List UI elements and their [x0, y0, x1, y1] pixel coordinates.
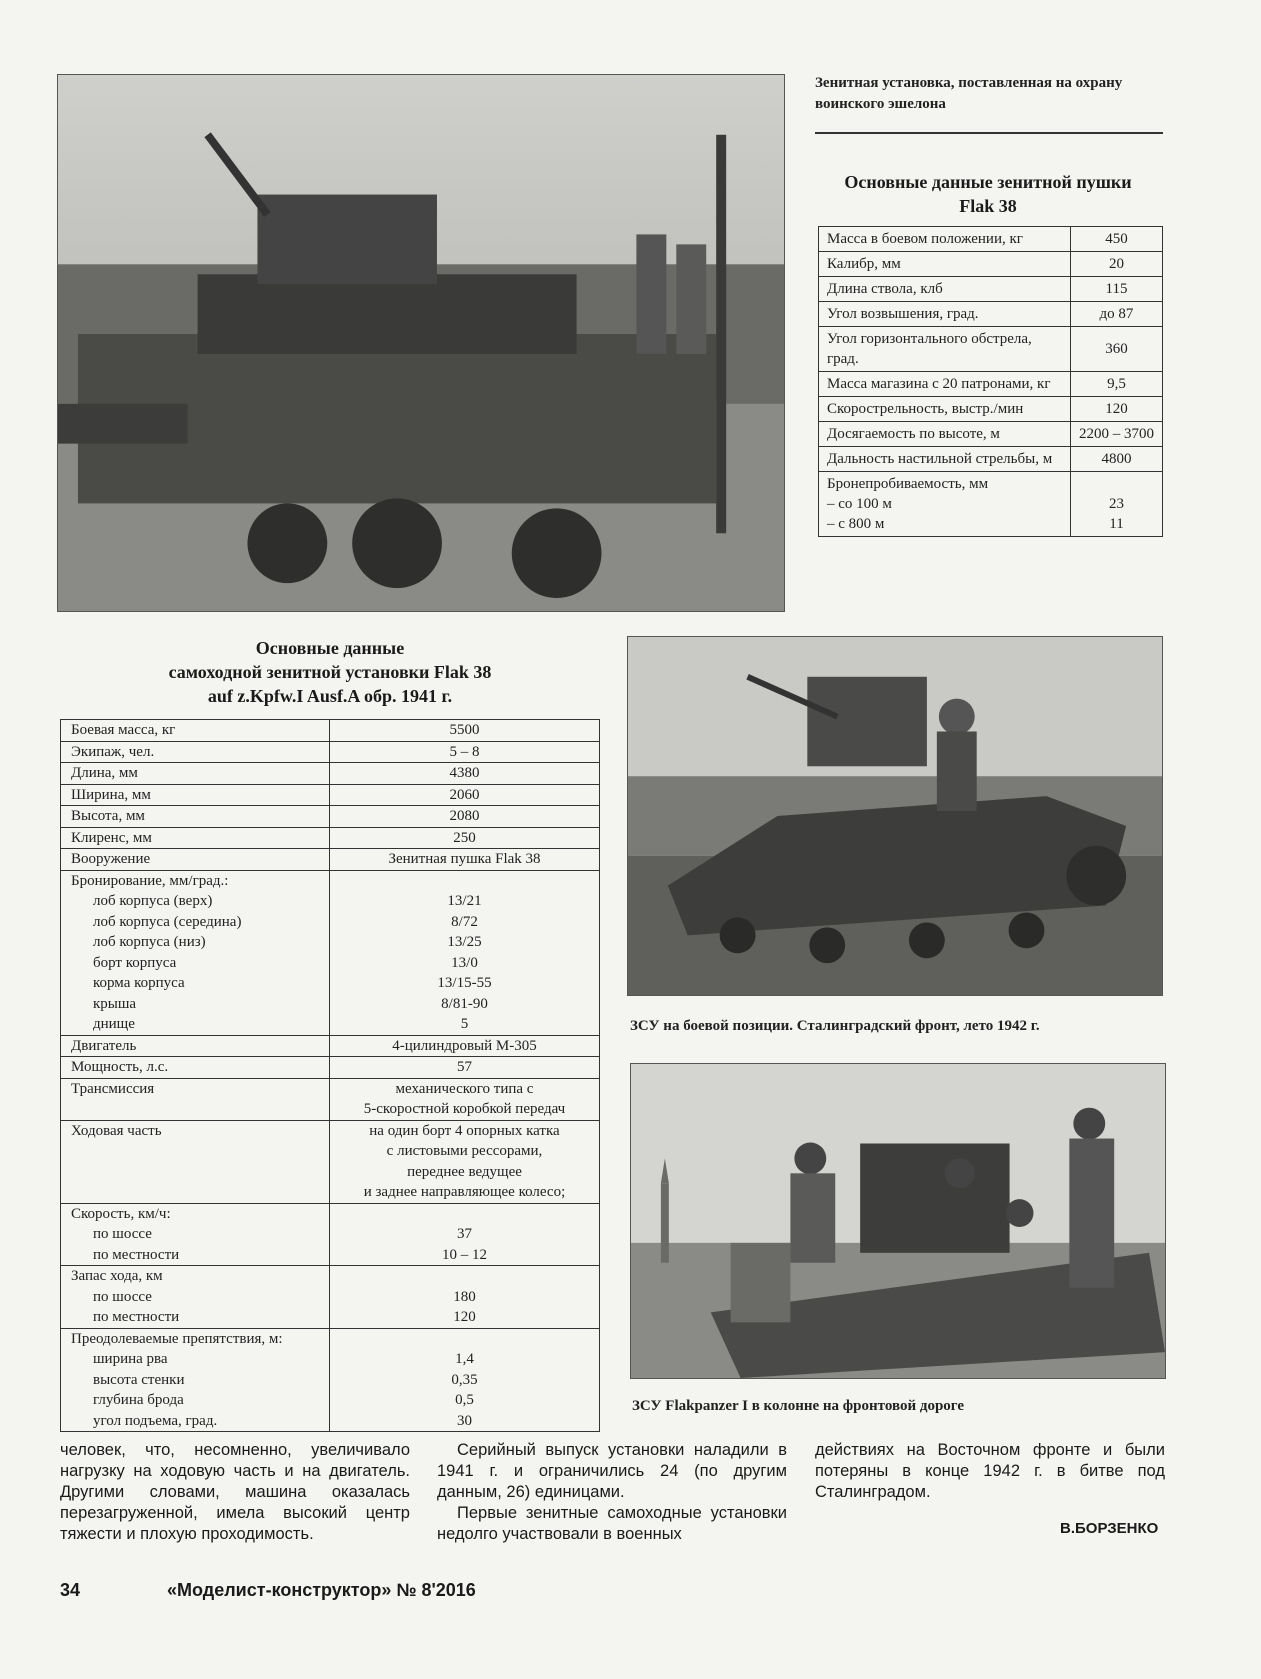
caption-divider [815, 132, 1163, 134]
table-row [61, 1057, 600, 1079]
row-label: по местности [93, 1246, 180, 1263]
table-row [61, 827, 600, 849]
table-row [61, 741, 600, 763]
caption-railway: Зенитная установка, поставленная на охрану воинского эшелона [815, 75, 1123, 112]
row-label: Масса магазина с 20 патронами, кг [819, 372, 1071, 397]
row-value: 1,4 [455, 1351, 474, 1367]
table-row [819, 447, 1163, 472]
row-value: 13/25 [447, 934, 482, 950]
row-value: до 87 [1071, 302, 1163, 327]
row-label: лоб корпуса (низ) [93, 934, 206, 950]
body-column-2 [437, 1440, 787, 1545]
table-row [61, 720, 600, 742]
row-label: Калибр, мм [819, 252, 1071, 277]
row-value: 57 [330, 1057, 600, 1079]
row-label: по шоссе [93, 1226, 152, 1242]
row-value: 4380 [330, 763, 600, 785]
row-value: 0,5 [455, 1392, 474, 1408]
body-paragraph: Серийный выпуск установки наладили в 1941 г. и ограничились 24 (по другим данным, 26) единицами. [437, 1441, 787, 1501]
table-row [61, 806, 600, 828]
row-label: глубина брода [93, 1392, 184, 1408]
row-value: 5500 [330, 720, 600, 742]
row-label: Скорострельность, выстр./мин [819, 397, 1071, 422]
row-value: 120 [1071, 397, 1163, 422]
row-label: по шоссе [93, 1288, 152, 1305]
row-label: по местности [93, 1309, 180, 1325]
caption-column-road: ЗСУ Flakpanzer I в колонне на фронтовой дороге [632, 1398, 965, 1414]
body-column-1 [60, 1440, 410, 1545]
photo-railway-flak [57, 74, 785, 612]
row-value: 360 [1071, 327, 1163, 372]
caption-combat-position: ЗСУ на боевой позиции. Сталинградский фронт, лето 1942 г. [630, 1018, 1040, 1034]
row-value: механического типа с [395, 1080, 534, 1097]
row-value-group [1071, 472, 1163, 537]
row-label: Высота, мм [61, 806, 330, 828]
row-value: 9,5 [1071, 372, 1163, 397]
row-label: – с 800 м [827, 516, 885, 532]
row-value: и заднее направляющее колесо; [363, 1184, 566, 1200]
row-label: Трансмиссия [61, 1078, 330, 1120]
obstacle-values [330, 1328, 600, 1432]
row-value: 13/15-55 [437, 975, 492, 991]
row-value: Зенитная пушка Flak 38 [330, 849, 600, 871]
row-label: корма корпуса [93, 975, 185, 991]
row-label: Экипаж, чел. [61, 741, 330, 763]
row-label: Бронепробиваемость, мм [827, 476, 989, 492]
row-value: 4-цилиндровый М-305 [330, 1035, 600, 1057]
row-label: Масса в боевом положении, кг [819, 227, 1071, 252]
row-label: Ходовая часть [61, 1120, 330, 1203]
row-value: 5-скоростной коробкой передач [363, 1101, 566, 1117]
table-row [61, 1203, 600, 1266]
row-label: высота стенки [93, 1371, 185, 1388]
row-label: Длина ствола, клб [819, 277, 1071, 302]
row-value: 5 – 8 [330, 741, 600, 763]
range-labels [61, 1266, 330, 1329]
row-value: 10 – 12 [442, 1246, 487, 1263]
flak-table [818, 226, 1163, 537]
row-label: – со 100 м [827, 496, 892, 512]
row-value: 2200 – 3700 [1071, 422, 1163, 447]
table-row [61, 763, 600, 785]
table-row [61, 1266, 600, 1329]
row-value: 37 [457, 1226, 472, 1242]
row-value: переднее ведущее [407, 1163, 522, 1180]
vehicle-title-line1: Основные данные [255, 638, 405, 658]
row-value: 4800 [1071, 447, 1163, 472]
chassis-values [330, 1120, 600, 1203]
row-value: 13/0 [451, 954, 478, 971]
row-label: лоб корпуса (верх) [93, 893, 213, 909]
table-row [61, 1035, 600, 1057]
row-value: 115 [1071, 277, 1163, 302]
transmission-values [330, 1078, 600, 1120]
row-label: борт корпуса [93, 954, 177, 971]
row-label: Ширина, мм [61, 784, 330, 806]
row-label: Преодолеваемые препятствия, м: [71, 1330, 283, 1347]
range-values [330, 1266, 600, 1329]
vehicle-title-line3: auf z.Kpfw.I Ausf.A обр. 1941 г. [207, 686, 453, 706]
row-value: 11 [1109, 516, 1124, 532]
table-row [819, 372, 1163, 397]
page-footer [60, 1580, 476, 1601]
row-label: Мощность, л.с. [61, 1057, 330, 1079]
author-name: В.БОРЗЕНКО [1060, 1520, 1159, 1537]
row-label: Скорость, км/ч: [71, 1205, 171, 1222]
body-paragraph: действиях на Восточном фронте и были потеряны в конце 1942 г. в битве под Сталинградом. [815, 1441, 1165, 1501]
row-label: Запас хода, км [71, 1268, 163, 1284]
row-value: на один борт 4 опорных катка [369, 1122, 560, 1139]
table-row [819, 472, 1163, 537]
magazine-title: «Моделист-конструктор» № 8'2016 [167, 1580, 476, 1600]
table-row [61, 1078, 600, 1120]
row-label: Длина, мм [61, 763, 330, 785]
body-column-3 [815, 1440, 1165, 1503]
armor-values [330, 870, 600, 1035]
vehicle-title-line2: самоходной зенитной установки Flak 38 [168, 662, 492, 682]
row-label: Досягаемость по высоте, м [819, 422, 1071, 447]
row-label: Угол возвышения, град. [819, 302, 1071, 327]
row-label: Вооружение [61, 849, 330, 871]
row-label: Клиренс, мм [61, 827, 330, 849]
table-row [819, 252, 1163, 277]
row-label: угол подъема, град. [93, 1412, 218, 1429]
body-paragraph: Первые зенитные самоходные установки недолго участвовали в военных [437, 1504, 787, 1543]
table-row [61, 1328, 600, 1432]
page-number: 34 [60, 1580, 81, 1600]
table-row [819, 397, 1163, 422]
table-row [819, 327, 1163, 372]
row-value: 180 [453, 1288, 476, 1305]
flak-table-title [818, 170, 1158, 218]
vehicle-table [60, 719, 600, 1432]
row-value: 30 [457, 1412, 472, 1429]
flak-title-line2: Flak 38 [959, 196, 1017, 216]
row-value: 450 [1071, 227, 1163, 252]
row-label: Бронирование, мм/град.: [71, 872, 229, 889]
photo-combat-position [627, 636, 1163, 996]
row-label-group [819, 472, 1071, 537]
row-label: днище [93, 1016, 135, 1032]
table-row [819, 277, 1163, 302]
row-label: лоб корпуса (середина) [93, 913, 242, 930]
row-label: Дальность настильной стрельбы, м [819, 447, 1071, 472]
vehicle-table-title [60, 636, 600, 708]
row-value: 23 [1109, 496, 1124, 512]
table-row [819, 227, 1163, 252]
photo-column-road [630, 1063, 1166, 1379]
row-value: 13/21 [447, 893, 482, 909]
flak-title-line1: Основные данные зенитной пушки [844, 172, 1132, 192]
speed-values [330, 1203, 600, 1266]
row-label: Угол горизонтального обстрела, град. [819, 327, 1071, 372]
table-row [61, 870, 600, 1035]
body-paragraph: человек, что, несомненно, увеличивало нагрузку на ходовую часть и на двигатель. Другими словами, машина оказалась перезагруженной, имела высокий центр тяжести и плохую проходимость. [60, 1441, 410, 1543]
row-value: 2080 [330, 806, 600, 828]
table-row [61, 849, 600, 871]
row-label: Боевая масса, кг [61, 720, 330, 742]
row-label: Двигатель [61, 1035, 330, 1057]
row-value: 120 [453, 1309, 476, 1325]
table-row [819, 302, 1163, 327]
row-label: крыша [93, 995, 137, 1012]
obstacle-labels [61, 1328, 330, 1432]
table-row [61, 784, 600, 806]
speed-labels [61, 1203, 330, 1266]
row-value: 0,35 [451, 1371, 478, 1388]
row-value: 5 [460, 1016, 469, 1032]
table-row [61, 1120, 600, 1203]
row-value: с листовыми рессорами, [386, 1143, 543, 1159]
armor-labels [61, 870, 330, 1035]
row-value: 250 [330, 827, 600, 849]
row-value: 8/72 [451, 913, 478, 930]
table-row [819, 422, 1163, 447]
row-value: 20 [1071, 252, 1163, 277]
row-label: ширина рва [93, 1351, 168, 1367]
row-value: 2060 [330, 784, 600, 806]
row-value: 8/81-90 [441, 995, 488, 1012]
